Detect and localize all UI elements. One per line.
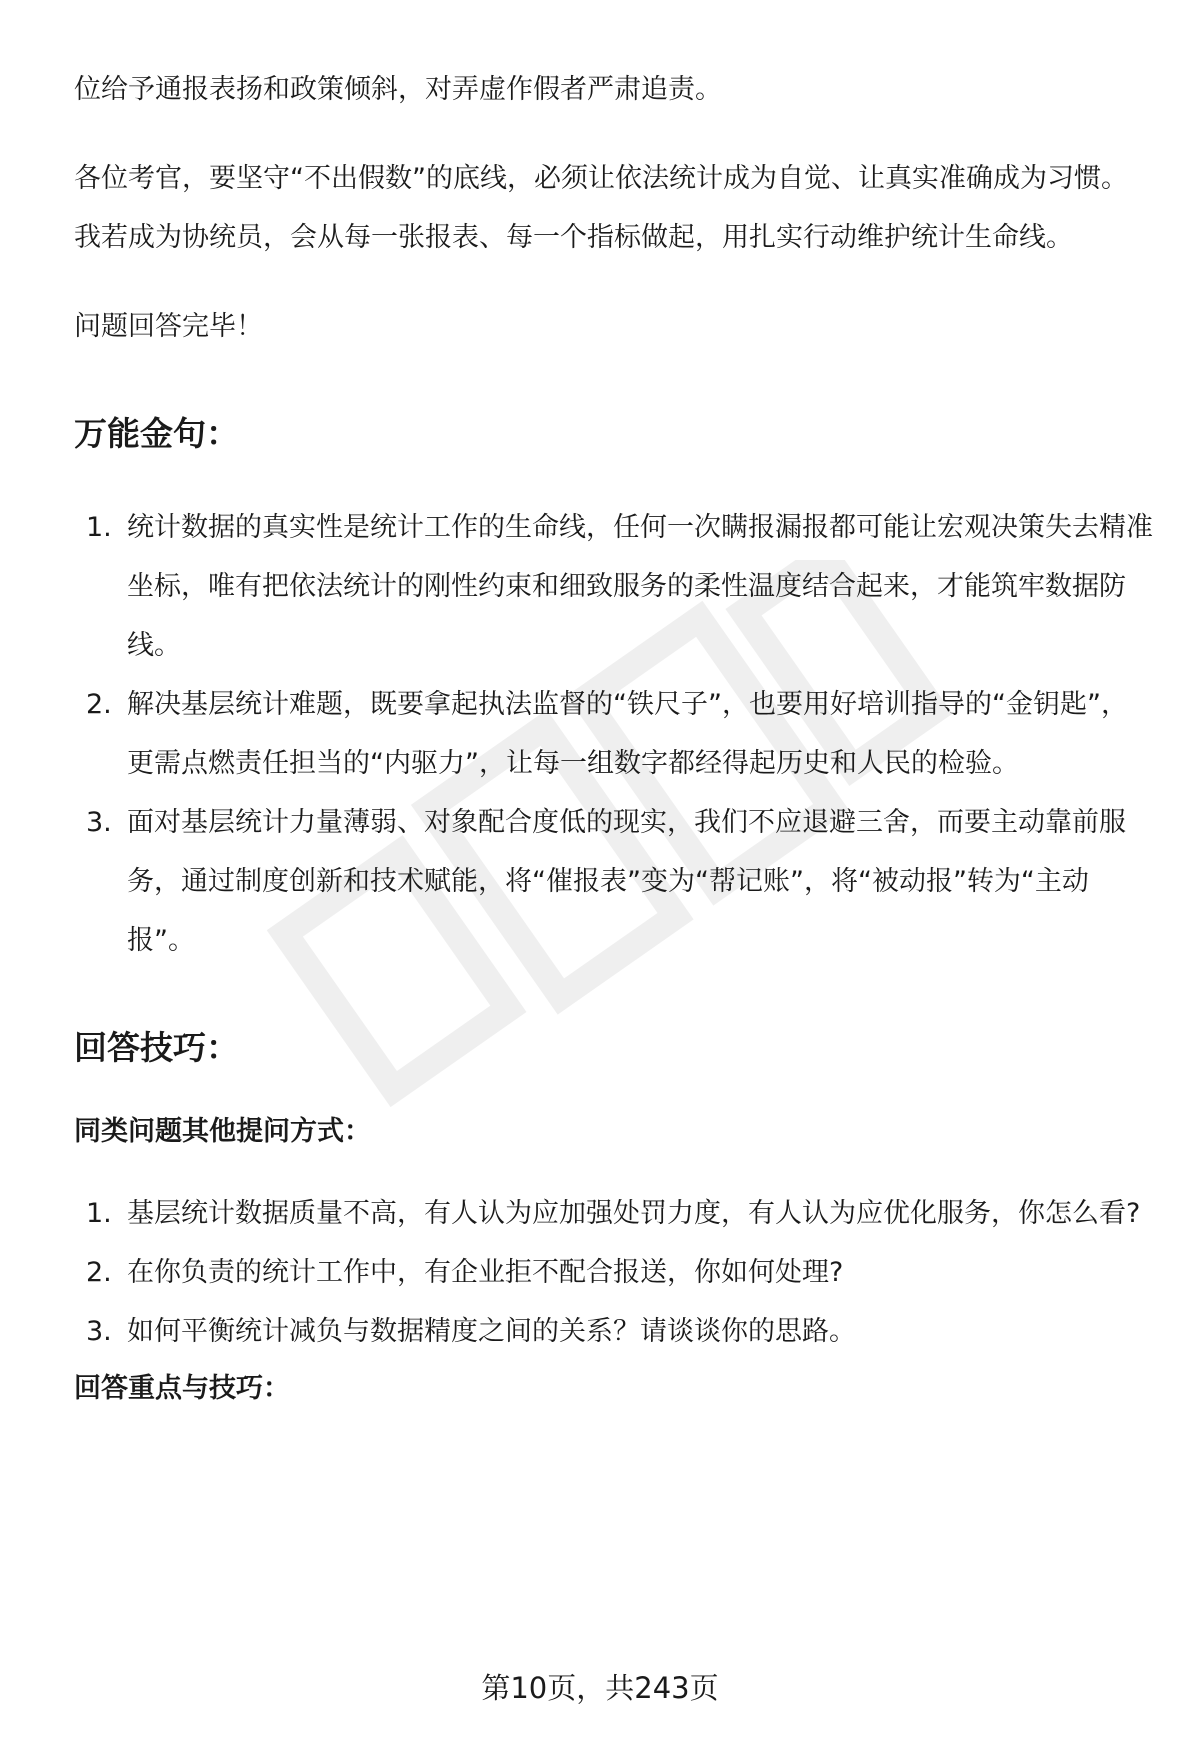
- answer-focus-heading: 回答重点与技巧：: [74, 1373, 290, 1404]
- document-page: [74, 60, 1154, 1441]
- similar-questions-heading: 同类问题其他提问方式：: [74, 1116, 371, 1147]
- golden-sentences-heading: 万能金句：: [74, 414, 239, 453]
- list-item: [74, 1184, 1154, 1243]
- intro-paragraph-1: 位给予通报表扬和政策倾斜，对弄虚作假者严肃追责。: [74, 74, 722, 105]
- list-item-text: 如何平衡统计减负与数据精度之间的关系？请谈谈你的思路。: [127, 1316, 856, 1347]
- intro-paragraph-3: 问题回答完毕！: [74, 311, 263, 342]
- list-item-number: 3.: [86, 1316, 112, 1347]
- list-item: [74, 675, 1154, 793]
- similar-questions-list: [74, 1184, 1154, 1361]
- list-item: [74, 498, 1154, 675]
- golden-sentences-list: [74, 498, 1154, 970]
- list-item-text: 在你负责的统计工作中，有企业拒不配合报送，你如何处理?: [127, 1257, 844, 1288]
- list-item-text: 统计数据的真实性是统计工作的生命线，任何一次瞒报漏报都可能让宏观决策失去精准坐标，唯有把依法统计的刚性约束和细致服务的柔性温度结合起来，才能筑牢数据防线。: [127, 512, 1153, 661]
- list-item-number: 1.: [86, 1198, 112, 1229]
- list-item: [74, 1302, 1154, 1361]
- list-item: [74, 793, 1154, 970]
- list-item: [74, 1243, 1154, 1302]
- list-item-text: 基层统计数据质量不高，有人认为应加强处罚力度，有人认为应优化服务，你怎么看?: [127, 1198, 1141, 1229]
- list-item-number: 2.: [86, 689, 112, 720]
- list-item-number: 2.: [86, 1257, 112, 1288]
- answer-tips-heading: 回答技巧：: [74, 1028, 239, 1067]
- page-number-footer: 第10页，共243页: [481, 1671, 719, 1705]
- list-item-number: 1.: [86, 512, 112, 543]
- list-item-text: 解决基层统计难题，既要拿起执法监督的“铁尺子”，也要用好培训指导的“金钥匙”，更需点燃责任担当的“内驱力”，让每一组数字都经得起历史和人民的检验。: [127, 689, 1128, 779]
- list-item-text: 面对基层统计力量薄弱、对象配合度低的现实，我们不应退避三舍，而要主动靠前服务，通过制度创新和技术赋能，将“催报表”变为“帮记账”，将“被动报”转为“主动报”。: [127, 807, 1126, 956]
- intro-paragraph-2: 各位考官，要坚守“不出假数”的底线，必须让依法统计成为自觉、让真实准确成为习惯。我若成为协统员，会从每一张报表、每一个指标做起，用扎实行动维护统计生命线。: [74, 163, 1128, 253]
- list-item-number: 3.: [86, 807, 112, 838]
